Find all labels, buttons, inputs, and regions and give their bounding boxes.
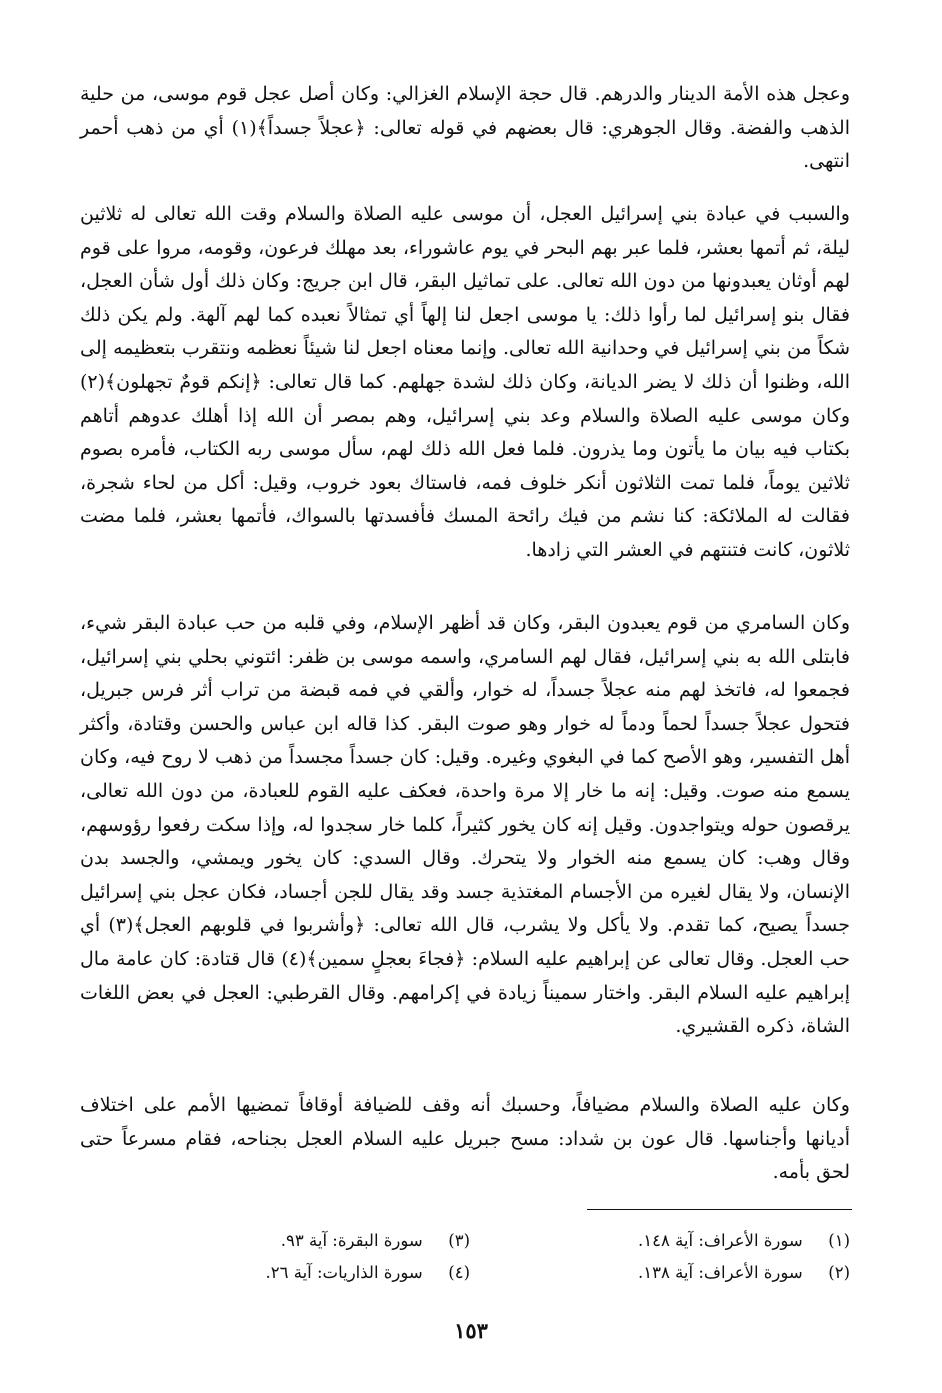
paragraph-1 xyxy=(80,78,850,179)
footnotes-right-column xyxy=(560,1225,850,1289)
footnotes-left-column xyxy=(170,1225,470,1289)
paragraph-2 xyxy=(80,198,850,568)
footnote-1 xyxy=(560,1225,850,1257)
footnote-text: سورة الذاريات: آية ٢٦. xyxy=(265,1263,423,1282)
footnote-text: سورة الأعراف: آية ١٣٨. xyxy=(637,1263,803,1282)
footnote-text: سورة الأعراف: آية ١٤٨. xyxy=(637,1231,803,1250)
footnote-text: سورة البقرة: آية ٩٣. xyxy=(280,1231,423,1250)
footnote-number: (١) xyxy=(828,1231,850,1250)
footnote-number: (٤) xyxy=(448,1263,470,1282)
footnote-separator xyxy=(587,1209,852,1210)
paragraph-text: وكان عليه الصلاة والسلام مضيافاً، وحسبك أنه وقف للضيافة أوقافاً تمضيها الأمم على اختلاف أديانها وأجناسها. قال عون بن شداد: مسح جبريل عليه السلام العجل بجناحه، فقام مسرعاً حتى لحق بأمه. xyxy=(80,1094,850,1184)
footnote-number: (٣) xyxy=(448,1231,470,1250)
paragraph-3 xyxy=(80,607,850,1044)
paragraph-text: وعجل هذه الأمة الدينار والدرهم. قال حجة الإسلام الغزالي: وكان أصل عجل قوم موسى، من حلية الذهب والفضة. وقال الجوهري: قال بعضهم في قوله تعالى: ﴿عجلاً جسداً﴾(١) أي من ذهب أحمر انتهى. xyxy=(80,83,850,173)
footnote-number: (٢) xyxy=(828,1263,850,1282)
footnote-2 xyxy=(560,1257,850,1289)
paragraph-4 xyxy=(80,1089,850,1190)
footnote-3 xyxy=(170,1225,470,1257)
footnote-4 xyxy=(170,1257,470,1289)
page-number: ١٥٣ xyxy=(454,1318,488,1343)
paragraph-text: وكان السامري من قوم يعبدون البقر، وكان قد أظهر الإسلام، وفي قلبه من حب عبادة البقر شيء، فابتلى الله به بني إسرائيل، فقال لهم السامري، واسمه موسى بن ظفر: ائتوني بحلي بني إسرائيل، فجمعوا له، فاتخذ لهم منه عجلاً جسداً، له خوار، وألقي في فمه قبضة من تراب أثر فرس جبريل، فتحول عجلاً جسداً لحماً ودماً له خوار وهو صوت البقر. كذا قاله ابن عباس والحسن وقتادة، وأكثر أهل التفسير، وهو الأصح كما في البغوي وغيره. وقيل: كان جسداً مجسداً من ذهب لا روح فيه، وكان يسمع منه صوت. وقيل: إنه ما خار إلا مرة واحدة، فعكف عليه القوم للعبادة، من دون الله تعالى، يرقصون حوله ويتواجدون. وقيل إنه كان يخور كثيراً، كلما خار سجدوا له، وإذا سكت رفعوا رؤوسهم، وقال وهب: كان يسمع منه الخوار ولا يتحرك. وقال السدي: كان يخور ويمشي، والجسد بدن الإنسان، ولا يقال لغيره من الأجسام المغتذية جسد وقد يقال للجن أجساد، فكان عجل بني إسرائيل جسداً يصيح، كما تقدم. ولا يأكل ولا يشرب، قال الله تعالى: ﴿وأشربوا في قلوبهم العجل﴾(٣) أي حب العجل. وقال تعالى عن إبراهيم عليه السلام: ﴿فجاءَ بعجلٍ سمين﴾(٤) قال قتادة: كان عامة مال إبراهيم عليه السلام البقر. واختار سميناً زيادة في إكرامهم. وقال القرطبي: العجل في بعض اللغات الشاة، ذكره القشيري. xyxy=(80,612,850,1038)
paragraph-text: والسبب في عبادة بني إسرائيل العجل، أن موسى عليه الصلاة والسلام وقت الله تعالى له ثلاثين ليلة، ثم أتمها بعشر، فلما عبر بهم البحر في يوم عاشوراء، بعد مهلك فرعون، وقومه، مروا على قوم لهم أوثان يعبدونها من دون الله تعالى. على تماثيل البقر، قال ابن جريج: وكان ذلك أول شأن العجل، فقال بنو إسرائيل لما رأوا ذلك: يا موسى اجعل لنا إلهاً أي تمثالاً نعبده كما لهم آلهة. ولم يكن ذلك شكاً من بني إسرائيل في وحدانية الله تعالى. وإنما معناه اجعل لنا شيئاً نعظمه ونتقرب بتعظيمه إلى الله، وظنوا أن ذلك لا يضر الديانة، وكان ذلك لشدة جهلهم. كما قال تعالى: ﴿إنكم قومٌ تجهلون﴾(٢) وكان موسى عليه الصلاة والسلام وعد بني إسرائيل، وهم بمصر أن الله إذا أهلك عدوهم أتاهم بكتاب فيه بيان ما يأتون وما يذرون. فلما فعل الله ذلك لهم، سأل موسى ربه الكتاب، فأمره بصوم ثلاثين يوماً، فلما تمت الثلاثون أنكر خلوف فمه، فاستاك بعود خروب، وقيل: أكل من لحاء شجرة، فقالت له الملائكة: كنا نشم من فيك رائحة المسك فأفسدتها بالسواك، فأتمها بعشر، فلما مضت ثلاثون، كانت فتنتهم في العشر التي زادها. xyxy=(80,203,850,561)
